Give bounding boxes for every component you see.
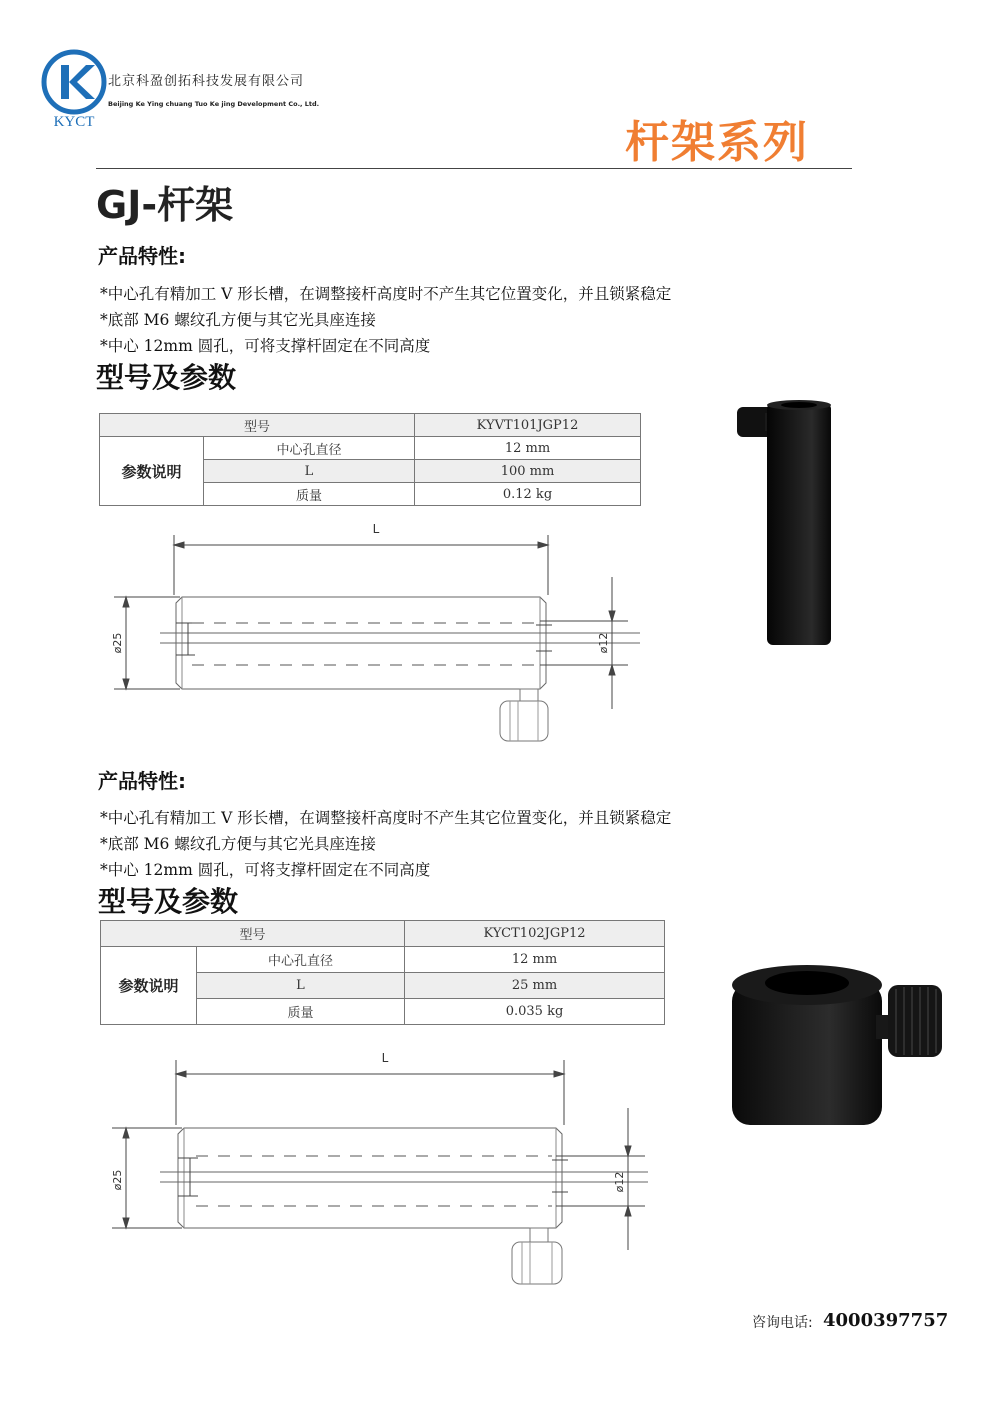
- param-value: 0.12 kg: [415, 483, 641, 506]
- param-value: 25 mm: [405, 973, 665, 999]
- param-group-label: 参数说明: [101, 947, 197, 1025]
- inner-diameter-label: ø12: [597, 632, 610, 654]
- features-heading: 产品特性:: [98, 769, 186, 793]
- spec-table: [99, 413, 641, 506]
- outer-diameter-label: ø25: [111, 632, 124, 654]
- param-label: 中心孔直径: [197, 947, 405, 973]
- model-value: KYVT101JGP12: [415, 414, 641, 437]
- param-value: 12 mm: [405, 947, 665, 973]
- feature-item: *中心 12mm 圆孔，可将支撑杆固定在不同高度: [100, 861, 431, 879]
- feature-item: *中心 12mm 圆孔，可将支撑杆固定在不同高度: [100, 337, 431, 355]
- params-heading: 型号及参数: [96, 361, 237, 394]
- feature-item: *中心孔有精加工 V 形长槽，在调整接杆高度时不产生其它位置变化，并且锁紧稳定: [100, 285, 672, 303]
- feature-item: *底部 M6 螺纹孔方便与其它光具座连接: [100, 311, 376, 329]
- series-title: 杆架系列: [625, 117, 809, 168]
- length-label: L: [372, 522, 380, 536]
- features-heading: 产品特性:: [98, 244, 186, 268]
- company-name-en: Beijing Ke Ying chuang Tuo Ke jing Development Co., Ltd.: [108, 100, 320, 108]
- spec-table: [100, 920, 665, 1025]
- param-label: 质量: [204, 483, 415, 506]
- param-label: 质量: [197, 999, 405, 1025]
- outer-diameter-label: ø25: [111, 1169, 124, 1191]
- page-title: GJ-杆架: [96, 183, 234, 227]
- feature-item: *底部 M6 螺纹孔方便与其它光具座连接: [100, 835, 376, 853]
- param-label: L: [204, 460, 415, 483]
- param-group-label: 参数说明: [100, 437, 204, 506]
- phone-number[interactable]: 4000397757: [823, 1310, 949, 1331]
- company-name-cn: 北京科盈创拓科技发展有限公司: [108, 74, 305, 89]
- param-value: 0.035 kg: [405, 999, 665, 1025]
- param-label: 中心孔直径: [204, 437, 415, 460]
- technical-drawing: [100, 515, 640, 750]
- model-label: 型号: [100, 414, 415, 437]
- product-photo: [725, 395, 855, 655]
- phone-label: 咨询电话:: [752, 1315, 813, 1331]
- technical-drawing: [100, 1040, 650, 1290]
- feature-item: *中心孔有精加工 V 形长槽，在调整接杆高度时不产生其它位置变化，并且锁紧稳定: [100, 809, 672, 827]
- model-label: 型号: [101, 921, 405, 947]
- param-value: 100 mm: [415, 460, 641, 483]
- param-label: L: [197, 973, 405, 999]
- header-divider: [96, 168, 852, 169]
- inner-diameter-label: ø12: [613, 1171, 626, 1193]
- model-value: KYCT102JGP12: [405, 921, 665, 947]
- params-heading: 型号及参数: [98, 885, 239, 918]
- param-value: 12 mm: [415, 437, 641, 460]
- length-label: L: [381, 1051, 389, 1065]
- logo-text: KYCT: [53, 114, 95, 128]
- product-photo: [718, 955, 948, 1145]
- company-logo: [40, 48, 112, 128]
